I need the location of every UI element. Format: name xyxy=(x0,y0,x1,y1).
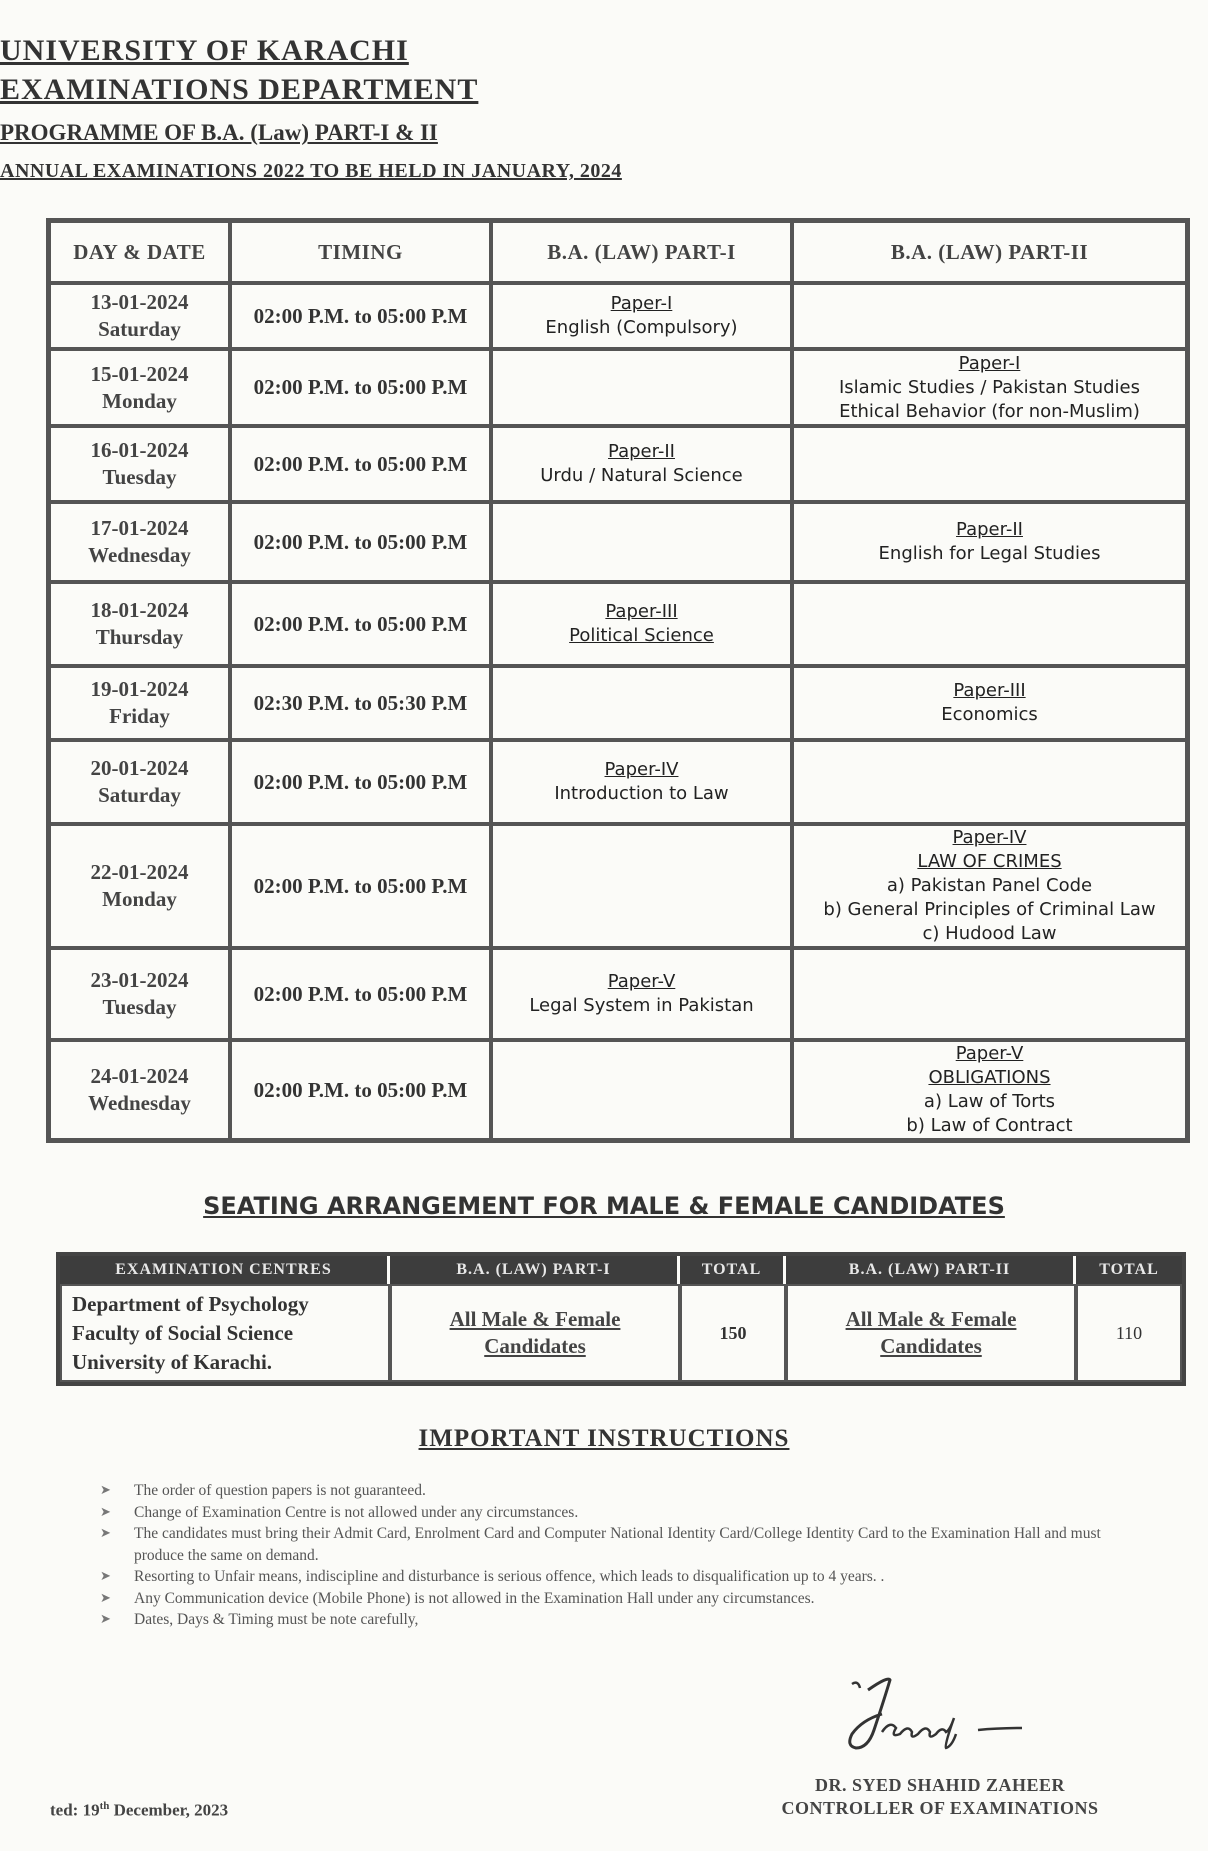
paper-subject: English (Compulsory) xyxy=(545,317,738,338)
arrow-bullet-icon: ➤ xyxy=(100,1612,111,1627)
paper-heading: LAW OF CRIMES xyxy=(917,851,1062,872)
instructions-title: IMPORTANT INSTRUCTIONS xyxy=(418,1425,790,1452)
part-2-cell xyxy=(792,740,1187,824)
paper-number: Paper-II xyxy=(608,441,675,462)
timing-cell: 02:00 P.M. to 05:00 P.M xyxy=(230,1040,491,1140)
paper-subject: Legal System in Pakistan xyxy=(529,995,754,1016)
candidates-line: Candidates xyxy=(484,1334,586,1358)
paper-number: Paper-V xyxy=(955,1043,1024,1064)
arrow-bullet-icon: ➤ xyxy=(100,1504,111,1520)
university-title: UNIVERSITY OF KARACHI xyxy=(0,34,409,67)
date: 20-01-2024 xyxy=(90,756,189,780)
date-cell xyxy=(49,502,230,582)
date: 22-01-2024 xyxy=(90,860,189,884)
paper-item: b) Law of Contract xyxy=(906,1115,1073,1136)
instructions-list xyxy=(100,1480,1120,1631)
paper-number: Paper-IV xyxy=(952,827,1027,848)
part-2-cell xyxy=(792,666,1187,740)
day: Saturday xyxy=(98,783,181,807)
instruction-text: Dates, Days & Timing must be note carefully, xyxy=(134,1611,419,1628)
list-item xyxy=(100,1502,1120,1524)
paper-item: a) Pakistan Panel Code xyxy=(886,875,1093,896)
table-row xyxy=(49,1040,1187,1140)
dated-prefix: ted: 19 xyxy=(50,1800,100,1820)
date-cell xyxy=(49,426,230,502)
candidates-line: All Male & Female xyxy=(449,1307,621,1331)
schedule-header-row xyxy=(49,221,1187,283)
timing-cell: 02:30 P.M. to 05:30 P.M xyxy=(230,666,491,740)
part-1-cell xyxy=(491,666,792,740)
dated-sup: th xyxy=(99,1800,110,1812)
date: 17-01-2024 xyxy=(90,516,189,540)
paper-subject-alt: Ethical Behavior (for non-Muslim) xyxy=(839,400,1140,422)
date: 15-01-2024 xyxy=(90,361,189,386)
paper-number: Paper-V xyxy=(607,971,676,992)
signature-icon xyxy=(838,1670,1048,1780)
list-item xyxy=(100,1566,1120,1588)
centre-line: Department of Psychology xyxy=(72,1291,309,1316)
centre-line: University of Karachi. xyxy=(72,1349,273,1374)
part-2-cell xyxy=(792,582,1187,666)
part-1-cell xyxy=(491,740,792,824)
header-part-2: B.A. (LAW) PART-II xyxy=(792,221,1187,283)
paper-item: b) General Principles of Criminal Law xyxy=(823,899,1156,920)
part-1-cell xyxy=(491,502,792,582)
paper-number: Paper-III xyxy=(953,680,1026,701)
seating-header-row xyxy=(60,1256,1182,1284)
day: Monday xyxy=(102,388,177,413)
date: 13-01-2024 xyxy=(90,290,189,314)
day: Monday xyxy=(102,887,177,911)
seating-title: SEATING ARRANGEMENT FOR MALE & FEMALE CANDIDATES xyxy=(203,1192,1005,1220)
instruction-text: Resorting to Unfair means, indiscipline and disturbance is serious offence, which leads to disqualification up to 4 years. . xyxy=(134,1568,885,1585)
instruction-text: Any Communication device (Mobile Phone) is not allowed in the Examination Hall under any circumstances. xyxy=(134,1589,815,1607)
header-total-1: TOTAL xyxy=(680,1256,786,1284)
date-cell xyxy=(49,824,230,948)
dated-line xyxy=(50,1800,228,1821)
list-item xyxy=(100,1609,1120,1631)
signatory-name: DR. SYED SHAHID ZAHEER xyxy=(814,1775,1066,1795)
date-cell xyxy=(49,582,230,666)
timing-cell: 02:00 P.M. to 05:00 P.M xyxy=(230,582,491,666)
date-cell xyxy=(49,1040,230,1140)
part-1-cell xyxy=(491,824,792,948)
instruction-text: Change of Examination Centre is not allowed under any circumstances. xyxy=(134,1503,579,1521)
list-item xyxy=(100,1523,1120,1566)
part-2-candidates-cell xyxy=(786,1284,1076,1382)
exam-centre-cell xyxy=(60,1284,390,1382)
date: 24-01-2024 xyxy=(90,1064,189,1088)
list-item xyxy=(100,1588,1120,1610)
date-cell xyxy=(49,283,230,349)
instruction-text: The order of question papers is not guaranteed. xyxy=(134,1482,426,1499)
header-part-1: B.A. (LAW) PART-I xyxy=(390,1256,680,1284)
paper-item: a) Law of Torts xyxy=(923,1091,1056,1112)
paper-subject: Islamic Studies / Pakistan Studies xyxy=(838,376,1141,398)
paper-number: Paper-IV xyxy=(604,759,679,780)
part-2-cell xyxy=(792,283,1187,349)
arrow-bullet-icon: ➤ xyxy=(100,1526,111,1541)
day: Tuesday xyxy=(102,465,177,489)
paper-subject: English for Legal Studies xyxy=(878,543,1101,564)
part-2-cell xyxy=(792,1040,1187,1140)
paper-subject: Introduction to Law xyxy=(554,783,729,804)
exam-schedule-table xyxy=(46,218,1190,1143)
programme-title: PROGRAMME OF B.A. (Law) PART-I & II xyxy=(0,120,438,145)
instruction-text: The candidates must bring their Admit Card, Enrolment Card and Computer National Identity Card/College Identity Card to the Examination Hall and must produce the same on demand. xyxy=(134,1525,1101,1564)
part-2-cell xyxy=(792,426,1187,502)
part-1-total: 150 xyxy=(680,1284,786,1382)
date: 18-01-2024 xyxy=(90,598,189,622)
part-2-cell xyxy=(792,349,1187,426)
day: Wednesday xyxy=(88,1091,191,1115)
date-cell xyxy=(49,349,230,426)
table-row xyxy=(49,426,1187,502)
header-timing: TIMING xyxy=(230,221,491,283)
date-cell xyxy=(49,666,230,740)
table-row xyxy=(49,502,1187,582)
header-total-2: TOTAL xyxy=(1076,1256,1182,1284)
day: Saturday xyxy=(98,317,181,341)
candidates-line: All Male & Female xyxy=(845,1307,1017,1331)
table-row xyxy=(49,349,1187,426)
paper-number: Paper-I xyxy=(958,352,1021,374)
table-row xyxy=(49,582,1187,666)
timing-cell: 02:00 P.M. to 05:00 P.M xyxy=(230,349,491,426)
paper-item: c) Hudood Law xyxy=(922,923,1057,944)
date: 19-01-2024 xyxy=(90,677,189,701)
day: Tuesday xyxy=(102,995,177,1019)
paper-subject: Urdu / Natural Science xyxy=(540,465,743,486)
paper-subject: Economics xyxy=(941,704,1038,725)
paper-number: Paper-I xyxy=(610,293,673,314)
part-2-cell xyxy=(792,824,1187,948)
header-part-1: B.A. (LAW) PART-I xyxy=(491,221,792,283)
part-2-cell xyxy=(792,948,1187,1040)
day: Friday xyxy=(109,704,170,728)
header-day-date: DAY & DATE xyxy=(49,221,230,283)
arrow-bullet-icon: ➤ xyxy=(100,1569,111,1584)
part-1-cell xyxy=(491,426,792,502)
date: 16-01-2024 xyxy=(90,438,189,462)
table-row xyxy=(49,283,1187,349)
date-cell xyxy=(49,948,230,1040)
arrow-bullet-icon: ➤ xyxy=(100,1590,111,1606)
table-row xyxy=(49,740,1187,824)
timing-cell: 02:00 P.M. to 05:00 P.M xyxy=(230,502,491,582)
annual-exam-title: ANNUAL EXAMINATIONS 2022 TO BE HELD IN JANUARY, 2024 xyxy=(0,160,622,182)
paper-heading: OBLIGATIONS xyxy=(928,1067,1051,1088)
day: Thursday xyxy=(95,625,184,649)
header-part-2: B.A. (LAW) PART-II xyxy=(786,1256,1076,1284)
list-item xyxy=(100,1480,1120,1502)
department-title: EXAMINATIONS DEPARTMENT xyxy=(0,73,479,106)
part-1-cell xyxy=(491,349,792,426)
timing-cell: 02:00 P.M. to 05:00 P.M xyxy=(230,948,491,1040)
day: Wednesday xyxy=(88,543,191,567)
candidates-line: Candidates xyxy=(880,1334,982,1358)
part-1-candidates-cell xyxy=(390,1284,680,1382)
timing-cell: 02:00 P.M. to 05:00 P.M xyxy=(230,824,491,948)
table-row xyxy=(49,666,1187,740)
table-row xyxy=(49,948,1187,1040)
part-1-cell xyxy=(491,582,792,666)
part-1-cell xyxy=(491,283,792,349)
seating-row xyxy=(60,1284,1182,1382)
centre-line: Faculty of Social Science xyxy=(72,1320,294,1345)
date-cell xyxy=(49,740,230,824)
paper-number: Paper-III xyxy=(605,601,678,622)
paper-subject: Political Science xyxy=(569,625,714,646)
signatory-title: CONTROLLER OF EXAMINATIONS xyxy=(781,1798,1099,1818)
arrow-bullet-icon: ➤ xyxy=(100,1483,111,1498)
dated-suffix: December, 2023 xyxy=(109,1800,229,1820)
paper-number: Paper-II xyxy=(956,519,1023,540)
timing-cell: 02:00 P.M. to 05:00 P.M xyxy=(230,740,491,824)
timing-cell: 02:00 P.M. to 05:00 P.M xyxy=(230,426,491,502)
date: 23-01-2024 xyxy=(90,968,189,992)
table-row xyxy=(49,824,1187,948)
part-2-total: 110 xyxy=(1076,1284,1182,1382)
header-exam-centres: EXAMINATION CENTRES xyxy=(60,1256,390,1284)
timing-cell: 02:00 P.M. to 05:00 P.M xyxy=(230,283,491,349)
part-1-cell xyxy=(491,1040,792,1140)
part-1-cell xyxy=(491,948,792,1040)
seating-table xyxy=(56,1252,1186,1386)
part-2-cell xyxy=(792,502,1187,582)
